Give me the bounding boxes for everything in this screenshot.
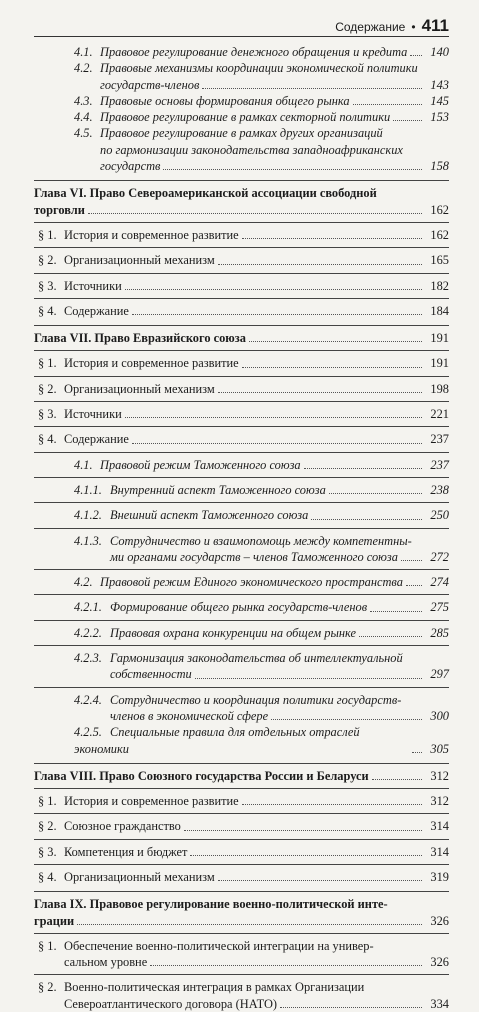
- divider: [34, 569, 449, 570]
- divider: [34, 350, 449, 351]
- chapter-9-heading: Глава IX. Правовое регулирование военно-политической инте- грации 326: [34, 897, 449, 928]
- toc-item-7-4-2-3: 4.2.3. Гармонизация законодательства об интеллектуальной собственности 297: [74, 651, 449, 682]
- chapter-8-section-2: § 2. Союзное гражданство 314: [38, 819, 449, 834]
- divider: [34, 839, 449, 840]
- toc-item-7-4-2-5: 4.2.5. Специальные правила для отдельных отраслей экономики 305: [74, 725, 449, 756]
- chapter-8-section-1: § 1. История и современное развитие 312: [38, 794, 449, 809]
- toc-item-7-4-1-3: 4.1.3. Сотрудничество и взаимопомощь между компетентны- ми органами государств – членов Таможенного союза 272: [74, 533, 449, 564]
- divider: [34, 376, 449, 377]
- toc-item-7-4-2: 4.2. Правовой режим Единого экономического пространства 274: [74, 575, 449, 590]
- chapter-6-section-1: § 1. История и современное развитие 162: [38, 227, 449, 242]
- toc-item-4-3: 4.3. Правовые основы формирования общего рынка 145: [74, 93, 449, 108]
- divider: [34, 594, 449, 595]
- page-number: 411: [421, 16, 449, 35]
- divider: [34, 502, 449, 503]
- chapter-9-section-2: § 2. Военно-политическая интеграция в рамках Организации Североатлантического договора (НАТО) 334: [38, 980, 449, 1011]
- chapter-7-section-3: § 3. Источники 221: [38, 407, 449, 422]
- divider: [34, 298, 449, 299]
- divider: [34, 933, 449, 934]
- divider: [34, 864, 449, 865]
- header-title: Содержание: [335, 20, 406, 34]
- chapter-6-section-4: § 4. Содержание 184: [38, 303, 449, 318]
- chapter-9-section-1: § 1. Обеспечение военно-политической интеграции на универ- сальном уровне 326: [38, 938, 449, 970]
- toc-item-7-4-1-2: 4.1.2. Внешний аспект Таможенного союза 250: [74, 508, 449, 523]
- divider: [34, 180, 449, 181]
- toc-item-7-4-1-1: 4.1.1. Внутренний аспект Таможенного союза 238: [74, 482, 449, 497]
- chapter-7-section-1: § 1. История и современное развитие 191: [38, 356, 449, 371]
- chapter-8-heading: Глава VIII. Право Союзного государства России и Беларуси 312: [34, 768, 449, 783]
- divider: [34, 974, 449, 975]
- divider: [34, 426, 449, 427]
- divider: [34, 763, 449, 764]
- toc-item-7-4-1: 4.1. Правовой режим Таможенного союза 237: [74, 457, 449, 472]
- divider: [34, 620, 449, 621]
- header-bullet: •: [411, 20, 416, 34]
- chapter-7-heading: Глава VII. Право Евразийского союза 191: [34, 331, 449, 346]
- chapter-7-section-4: § 4. Содержание 237: [38, 432, 449, 447]
- divider: [34, 222, 449, 223]
- toc-item-7-4-2-4: 4.2.4. Сотрудничество и координация политики государств- членов в экономической сфере 300: [74, 692, 449, 723]
- header-wrap: [335, 16, 449, 36]
- chapter-6-section-2: § 2. Организационный механизм 165: [38, 253, 449, 268]
- divider: [34, 452, 449, 453]
- divider: [34, 273, 449, 274]
- divider: [34, 477, 449, 478]
- toc-item-4-4: 4.4. Правовое регулирование в рамках секторной политики 153: [74, 110, 449, 125]
- running-header: [34, 14, 449, 37]
- divider: [34, 645, 449, 646]
- chapter-6-section-3: § 3. Источники 182: [38, 278, 449, 293]
- divider: [34, 528, 449, 529]
- divider: [34, 687, 449, 688]
- toc-item-4-5: 4.5. Правовое регулирование в рамках других организаций по гармонизации законодательства западноафриканских государств 158: [74, 126, 449, 174]
- table-of-contents: [34, 44, 449, 1012]
- chapter-8-section-4: § 4. Организационный механизм 319: [38, 869, 449, 884]
- chapter-7-section-2: § 2. Организационный механизм 198: [38, 381, 449, 396]
- divider: [34, 788, 449, 789]
- chapter-8-section-3: § 3. Компетенция и бюджет 314: [38, 844, 449, 859]
- divider: [34, 325, 449, 326]
- divider: [34, 247, 449, 248]
- divider: [34, 891, 449, 892]
- toc-item-4-1: 4.1. Правовое регулирование денежного обращения и кредита 140: [74, 45, 449, 59]
- divider: [34, 401, 449, 402]
- toc-item-4-2: 4.2. Правовые механизмы координации экономической политики государств-членов 143: [74, 61, 449, 92]
- toc-item-7-4-2-1: 4.2.1. Формирование общего рынка государств-членов 275: [74, 600, 449, 615]
- divider: [34, 813, 449, 814]
- chapter-6-heading: Глава VI. Право Североамериканской ассоциации свободной торговли 162: [34, 186, 449, 217]
- toc-item-7-4-2-2: 4.2.2. Правовая охрана конкуренции на общем рынке 285: [74, 625, 449, 640]
